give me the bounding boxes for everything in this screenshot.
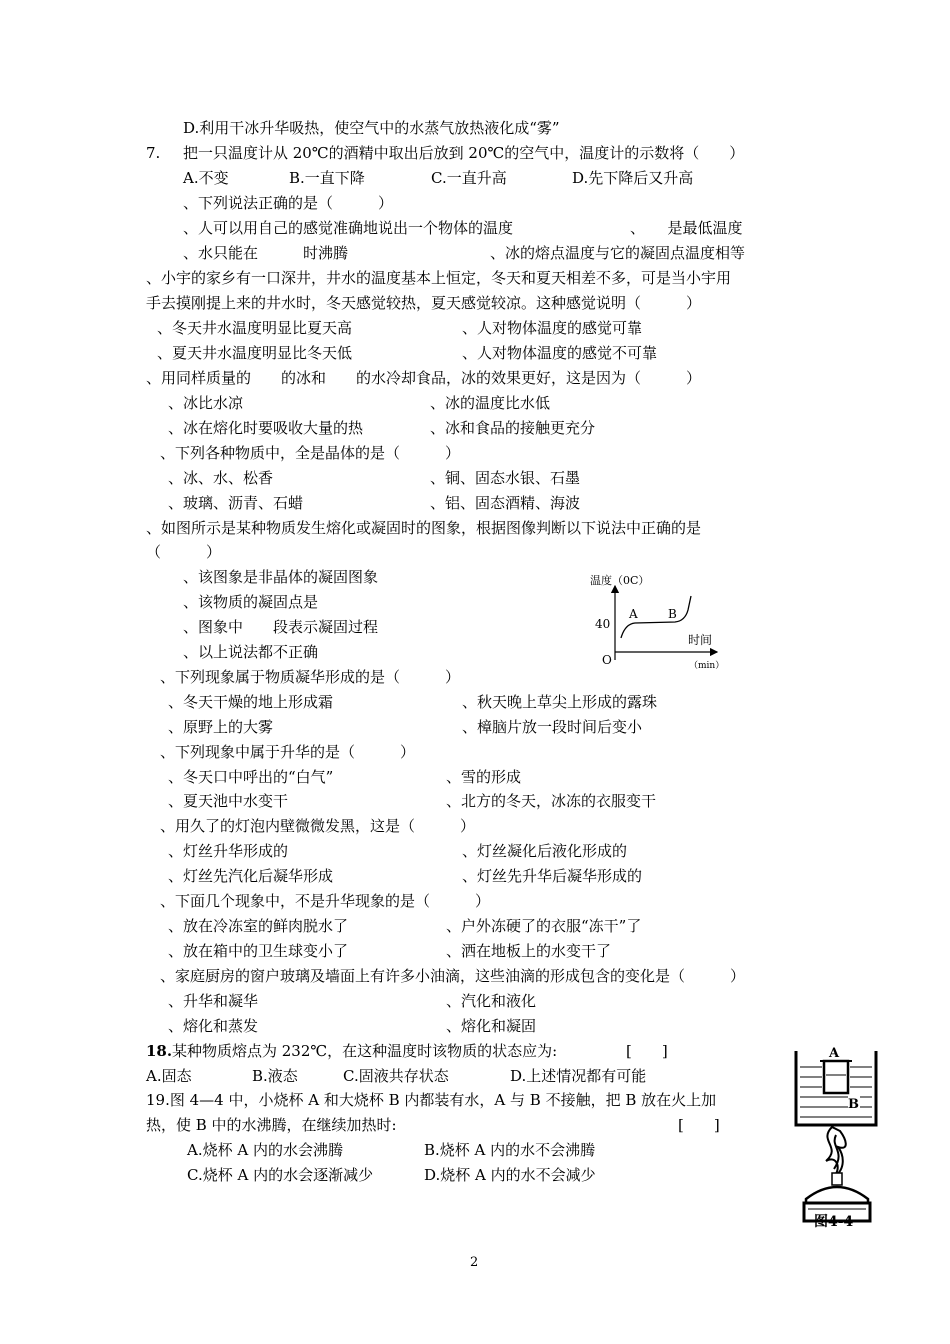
q7-option-d: D.先下降后又升高 bbox=[572, 169, 694, 187]
flame-icon bbox=[826, 1127, 846, 1177]
q10-option-d: 、冰和食品的接触更充分 bbox=[430, 419, 596, 437]
q19-option-a: A.烧杯 A 内的水会沸腾 bbox=[187, 1141, 343, 1159]
q13-option-c: 、原野上的大雾 bbox=[168, 718, 274, 736]
q13-stem: 、下列现象属于物质凝华形成的是（ ） bbox=[160, 668, 461, 686]
q10-option-b: 、冰的温度比水低 bbox=[430, 394, 551, 412]
q9-option-c: 、夏天井水温度明显比冬天低 bbox=[157, 344, 353, 362]
q8-line1-left: 、人可以用自己的感觉准确地说出一个物体的温度 bbox=[183, 219, 514, 237]
graph-y-label: 温度（0C） bbox=[590, 574, 650, 587]
q17-option-b: 、汽化和液化 bbox=[446, 992, 537, 1010]
q18-option-d: D.上述情况都有可能 bbox=[510, 1067, 647, 1085]
q12-option-d: 、以上说法都不正确 bbox=[183, 643, 319, 661]
q16-option-d: 、洒在地板上的水变干了 bbox=[446, 942, 612, 960]
q12-option-b: 、该物质的凝固点是 bbox=[183, 593, 319, 611]
q9-option-d: 、人对物体温度的感觉不可靠 bbox=[462, 344, 658, 362]
q8-stem: 、下列说法正确的是（ ） bbox=[183, 194, 394, 212]
q15-option-a: 、灯丝升华形成的 bbox=[168, 842, 289, 860]
q12-stem-line1: 、如图所示是某种物质发生熔化或凝固时的图象，根据图像判断以下说法中正确的是 bbox=[146, 519, 702, 537]
q13-option-d: 、樟脑片放一段时间后变小 bbox=[462, 718, 643, 736]
page-number: 2 bbox=[470, 1255, 479, 1270]
q16-option-a: 、放在冷冻室的鲜肉脱水了 bbox=[168, 917, 349, 935]
q11-option-d: 、铝、固态酒精、海波 bbox=[430, 494, 581, 512]
graph-y-tick: 40 bbox=[595, 617, 611, 631]
beaker-a-outline bbox=[824, 1061, 848, 1093]
q8-line2-left: 、水只能在 时沸腾 bbox=[183, 244, 349, 262]
q19-option-b: B.烧杯 A 内的水不会沸腾 bbox=[424, 1141, 596, 1159]
q12-temperature-graph bbox=[585, 572, 735, 672]
graph-x-label: 时间 bbox=[688, 633, 713, 647]
graph-point-b: B bbox=[668, 607, 677, 621]
q17-stem: 、家庭厨房的窗户玻璃及墙面上有许多小油滴，这些油滴的形成包含的变化是（ ） bbox=[160, 967, 746, 985]
q12-option-c: 、图象中 段表示凝固过程 bbox=[183, 618, 379, 636]
q10-stem: 、用同样质量的 的冰和 的水冷却食品，冰的效果更好，这是因为（ ） bbox=[146, 369, 702, 387]
q9-stem-line1: 、小宇的家乡有一口深井，井水的温度基本上恒定，冬天和夏天相差不多，可是当小宇用 bbox=[146, 269, 732, 287]
q19-option-d: D.烧杯 A 内的水不会减少 bbox=[424, 1166, 596, 1184]
q7-stem: 把一只温度计从 20℃的酒精中取出后放到 20℃的空气中，温度计的示数将（ ） bbox=[183, 144, 745, 162]
q16-stem: 、下面几个现象中，不是升华现象的是（ ） bbox=[160, 892, 491, 910]
q11-option-b: 、铜、固态水银、石墨 bbox=[430, 469, 581, 487]
q11-option-a: 、冰、水、松香 bbox=[168, 469, 274, 487]
q15-option-b: 、灯丝凝化后液化形成的 bbox=[462, 842, 628, 860]
q9-option-b: 、人对物体温度的感觉可靠 bbox=[462, 319, 643, 337]
q12-stem-line2: （ ） bbox=[146, 543, 222, 561]
q9-option-a: 、冬天井水温度明显比夏天高 bbox=[157, 319, 353, 337]
q18-stem: 某种物质熔点为 232℃，在这种温度时该物质的状态应为: bbox=[172, 1042, 558, 1060]
q19-stem-line2: 热，使 B 中的水沸腾，在继续加热时: bbox=[146, 1116, 397, 1134]
q7-option-b: B.一直下降 bbox=[289, 169, 365, 187]
q17-option-d: 、熔化和凝固 bbox=[446, 1017, 537, 1035]
q15-option-c: 、灯丝先汽化后凝华形成 bbox=[168, 867, 334, 885]
alcohol-lamp-wick bbox=[832, 1173, 842, 1185]
q14-option-b: 、雪的形成 bbox=[446, 768, 522, 786]
q7-number: 7. bbox=[146, 144, 161, 162]
graph-x-unit: （min） bbox=[689, 661, 725, 671]
q13-option-a: 、冬天干燥的地上形成霜 bbox=[168, 693, 334, 711]
alcohol-lamp-body bbox=[806, 1187, 868, 1203]
q19-stem-line1: 19.图 4—4 中，小烧杯 A 和大烧杯 B 内都装有水，A 与 B 不接触，把 B 放在火上加 bbox=[146, 1091, 717, 1109]
q18-option-a: A.固态 bbox=[146, 1067, 192, 1085]
q10-option-c: 、冰在熔化时要吸收大量的热 bbox=[168, 419, 364, 437]
q19-answer-bracket: [ ] bbox=[678, 1116, 720, 1134]
q14-option-d: 、北方的冬天，冰冻的衣服变干 bbox=[446, 792, 657, 810]
q18-number: 18. bbox=[146, 1042, 173, 1060]
q8-line1-right: 、 是最低温度 bbox=[630, 219, 743, 237]
beaker-b-label: B bbox=[848, 1097, 859, 1112]
q11-stem: 、下列各种物质中，全是晶体的是（ ） bbox=[160, 444, 461, 462]
q12-option-a: 、该图象是非晶体的凝固图象 bbox=[183, 568, 379, 586]
q15-option-d: 、灯丝先升华后凝华形成的 bbox=[462, 867, 643, 885]
q7-option-a: A.不变 bbox=[183, 169, 229, 187]
q11-option-c: 、玻璃、沥青、石蜡 bbox=[168, 494, 304, 512]
q6-option-d: D.利用干冰升华吸热，使空气中的水蒸气放热液化成“雾” bbox=[183, 119, 560, 137]
q18-option-b: B.液态 bbox=[252, 1067, 298, 1085]
q16-option-b: 、户外冻硬了的衣服“冻干”了 bbox=[446, 917, 642, 935]
q15-stem: 、用久了的灯泡内壁微微发黑，这是（ ） bbox=[160, 817, 476, 835]
q17-option-a: 、升华和凝华 bbox=[168, 992, 259, 1010]
q14-option-a: 、冬天口中呼出的“白气” bbox=[168, 768, 334, 786]
figure-4-4-caption: 图4-4 bbox=[814, 1214, 854, 1230]
q16-option-c: 、放在箱中的卫生球变小了 bbox=[168, 942, 349, 960]
q18-answer-bracket: [ ] bbox=[626, 1042, 668, 1060]
graph-point-a: A bbox=[629, 607, 638, 621]
graph-origin: O bbox=[602, 653, 612, 667]
q19-option-c: C.烧杯 A 内的水会逐渐减少 bbox=[187, 1166, 374, 1184]
beaker-figure-4-4 bbox=[790, 1043, 890, 1233]
q13-option-b: 、秋天晚上草尖上形成的露珠 bbox=[462, 693, 658, 711]
beaker-a-label: A bbox=[829, 1046, 840, 1061]
q9-stem-line2: 手去摸刚提上来的井水时，冬天感觉较热，夏天感觉较凉。这种感觉说明（ ） bbox=[146, 294, 702, 312]
q17-option-c: 、熔化和蒸发 bbox=[168, 1017, 259, 1035]
q18-option-c: C.固液共存状态 bbox=[343, 1067, 449, 1085]
q8-line2-right: 、冰的熔点温度与它的凝固点温度相等 bbox=[490, 244, 746, 262]
q7-option-c: C.一直升高 bbox=[431, 169, 507, 187]
q10-option-a: 、冰比水凉 bbox=[168, 394, 244, 412]
q14-option-c: 、夏天池中水变干 bbox=[168, 792, 289, 810]
flame-inner bbox=[834, 1135, 839, 1169]
q14-stem: 、下列现象中属于升华的是（ ） bbox=[160, 743, 416, 761]
